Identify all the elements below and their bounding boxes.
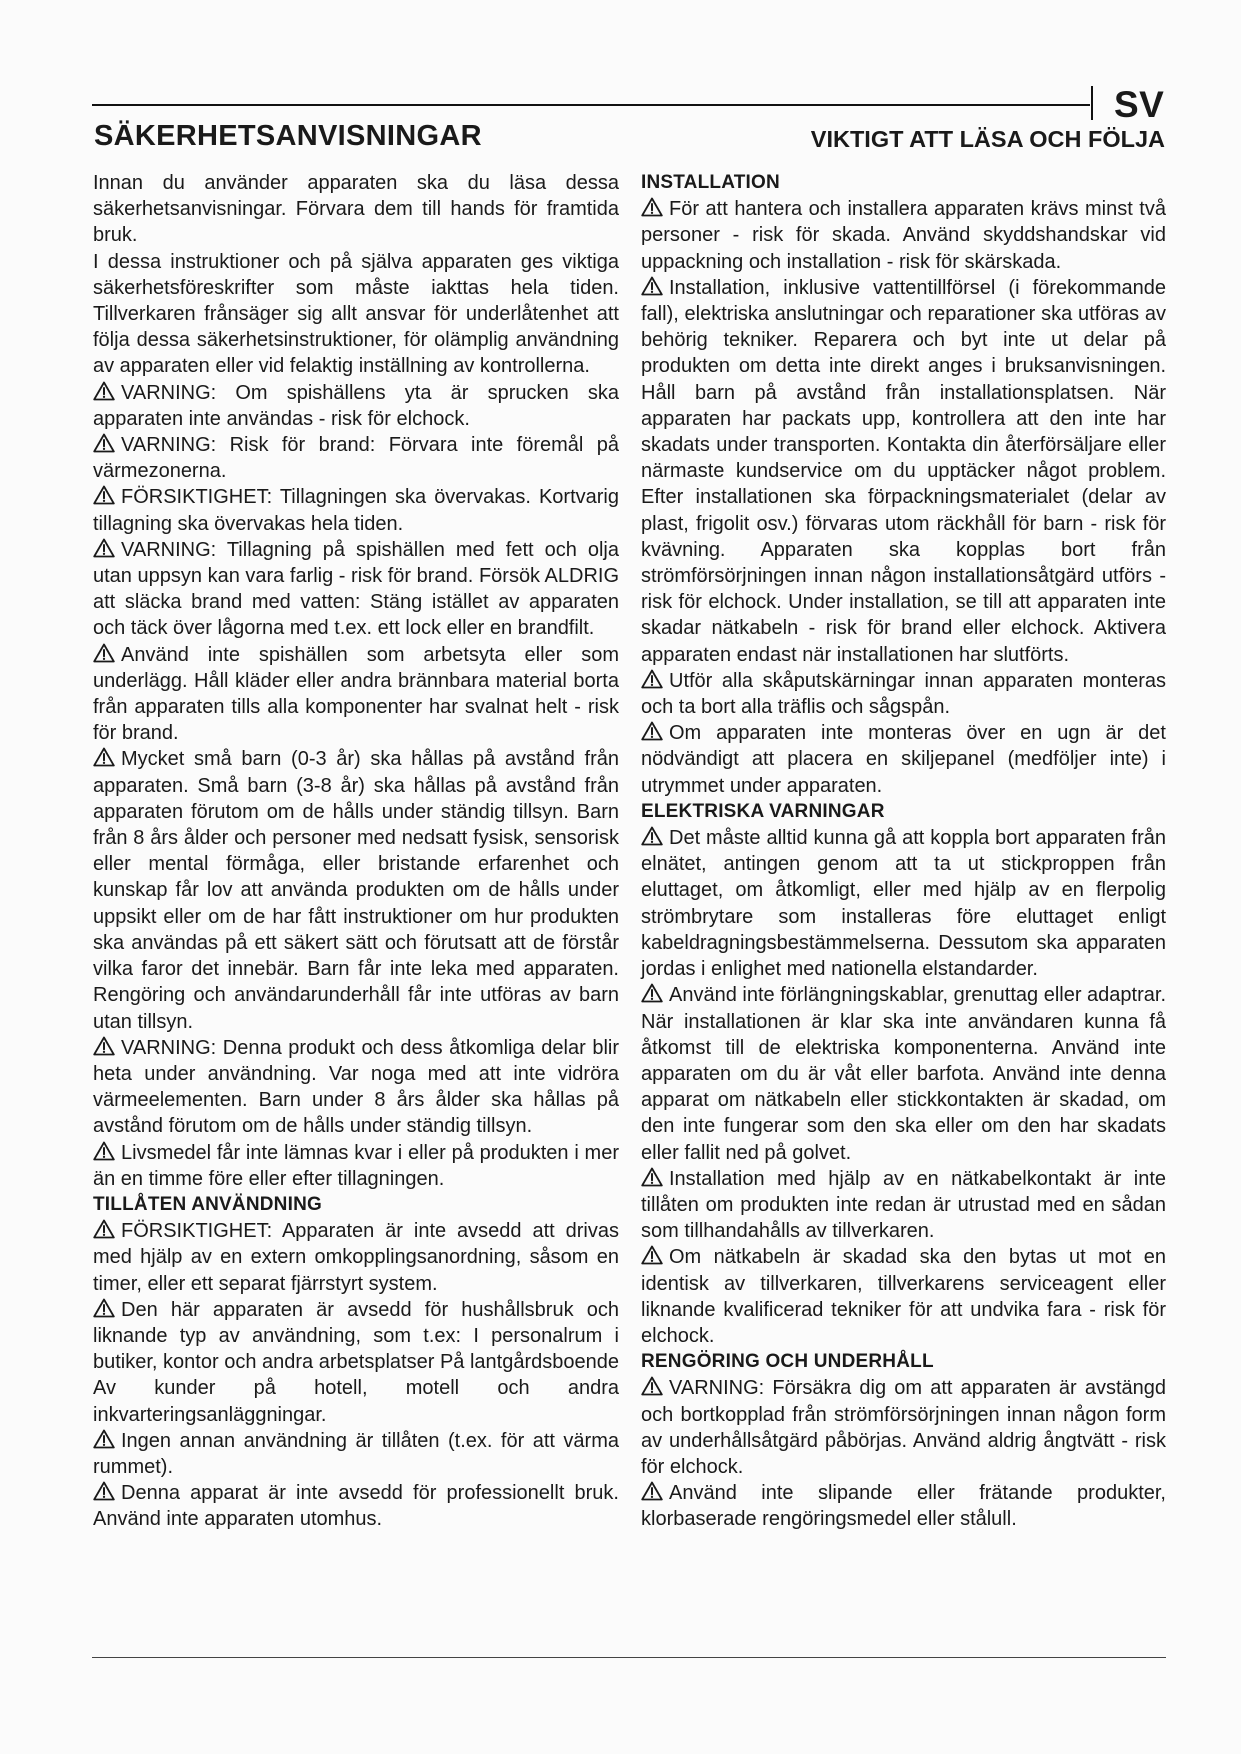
- paragraph-text: Installation med hjälp av en nätkabelkontakt är inte tillåten om produkten inte redan är utrustad med en sådan som tillhandahålls av tillverkaren.: [641, 1167, 1166, 1243]
- warning-triangle-icon: [93, 1481, 115, 1501]
- right-column: [641, 170, 1166, 1533]
- warning-triangle-icon: [641, 669, 663, 689]
- warning-triangle-icon: [93, 433, 115, 453]
- paragraph-text: Använd inte spishällen som arbetsyta eller som underlägg. Håll kläder eller andra brännbara material borta från apparaten tills alla komponenter har svalnat helt - risk för brand.: [93, 643, 619, 745]
- paragraph-text: Den här apparaten är avsedd för hushållsbruk och liknande typ av användning, som t.ex: I personalrum i butiker, kontor och andra arbetsplatser På lantgårdsboende Av kunder på hotell, motell och andra inkvarteringsanläggningar.: [93, 1298, 619, 1426]
- paragraph-text: FÖRSIKTIGHET: Apparaten är inte avsedd att drivas med hjälp av en extern omkopplingsanordning, såsom en timer, eller ett separat fjärrstyrt system.: [93, 1220, 619, 1295]
- warning-triangle-icon: [93, 538, 115, 558]
- section-heading: [93, 1192, 619, 1218]
- warning-paragraph: [93, 1218, 619, 1297]
- warning-paragraph: [93, 1480, 619, 1532]
- paragraph: [93, 170, 619, 249]
- bottom-rule: [92, 1657, 1166, 1658]
- warning-paragraph: [93, 642, 619, 747]
- warning-paragraph: [93, 537, 619, 642]
- paragraph-text: För att hantera och installera apparaten krävs minst två personer - risk för skada. Använd skyddshandskar vid uppackning och installation - risk för skärskada.: [641, 198, 1166, 273]
- warning-paragraph: [93, 1428, 619, 1480]
- section-heading-text: INSTALLATION: [641, 172, 780, 193]
- paragraph-text: Installation, inklusive vattentillförsel (i förekommande fall), elektriska anslutningar och reparationer ska utföras av behörig tekniker. Reparera och byt inte ut delar på produkten om detta inte direkt anges i bruksanvisningen. Håll barn på avstånd från installationsplatsen. När apparaten har packats upp, kontrollera att den inte har skadats under transporten. Kontakta din återförsäljare eller närmaste kundservice om du upptäcker något problem. Efter installationen ska förpackningsmaterialet (delar av plast, frigolit osv.) förvaras utom räckhåll för barn - risk för kvävning. Apparaten ska kopplas bort från strömförsörjningen innan någon installationsåtgärd utförs - risk för elchock. Under installation, se till att apparaten inte skadar nätkabeln - risk för brand eller elchock. Aktivera apparaten endast när installationen har slutförts.: [641, 276, 1166, 666]
- paragraph-text: VARNING: Tillagning på spishällen med fett och olja utan uppsyn kan vara farlig - risk för brand. Försök ALDRIG att släcka brand med vatten: Stäng istället av apparaten och täck över lågorna med t.ex. ett lock eller en brandfilt.: [93, 538, 619, 640]
- warning-triangle-icon: [641, 276, 663, 296]
- warning-triangle-icon: [641, 1167, 663, 1187]
- warning-paragraph: [93, 484, 619, 536]
- page-title: SÄKERHETSANVISNINGAR: [94, 120, 482, 152]
- warning-paragraph: [641, 825, 1166, 982]
- warning-triangle-icon: [641, 1481, 663, 1501]
- paragraph-text: VARNING: Risk för brand: Förvara inte föremål på värmezonerna.: [93, 434, 619, 483]
- warning-triangle-icon: [641, 983, 663, 1003]
- paragraph-text: VARNING: Om spishällens yta är sprucken ska apparaten inte användas - risk för elchock.: [93, 381, 619, 430]
- top-rule: [92, 104, 1090, 106]
- warning-triangle-icon: [93, 1429, 115, 1449]
- warning-paragraph: [93, 432, 619, 484]
- warning-paragraph: [641, 720, 1166, 799]
- section-heading-text: RENGÖRING OCH UNDERHÅLL: [641, 1351, 934, 1373]
- page-subtitle: VIKTIGT ATT LÄSA OCH FÖLJA: [810, 126, 1165, 152]
- paragraph-text: Mycket små barn (0-3 år) ska hållas på avstånd från apparaten. Små barn (3-8 år) ska hållas på avstånd från apparaten förutom om de hålls under ständig tillsyn. Barn från 8 års ålder och personer med nedsatt fysisk, sensorisk eller mental förmåga, eller bristande erfarenhet och kunskap får lov att använda produkten om de hålls under uppsikt eller om de har fått instruktioner om hur produkten ska användas på ett säkert sätt och förutsatt att de förstår vilka faror det innebär. Barn får inte leka med apparaten. Rengöring och användarunderhåll får inte utföras av barn utan tillsyn.: [93, 748, 619, 1033]
- warning-triangle-icon: [641, 721, 663, 741]
- warning-paragraph: [641, 275, 1166, 668]
- warning-triangle-icon: [93, 485, 115, 505]
- warning-triangle-icon: [93, 381, 115, 401]
- paragraph-text: FÖRSIKTIGHET: Tillagningen ska övervakas. Kortvarig tillagning ska övervakas hela tiden.: [93, 486, 619, 535]
- warning-paragraph: [93, 746, 619, 1034]
- section-heading: [641, 799, 1166, 825]
- warning-paragraph: [641, 1480, 1166, 1532]
- warning-paragraph: [641, 1166, 1166, 1245]
- section-heading-text: TILLÅTEN ANVÄNDNING: [93, 1193, 322, 1215]
- warning-paragraph: [93, 1297, 619, 1428]
- section-heading: [641, 1349, 1166, 1375]
- warning-paragraph: [641, 196, 1166, 275]
- warning-paragraph: [93, 1035, 619, 1140]
- warning-triangle-icon: [641, 1245, 663, 1265]
- paragraph: [93, 249, 619, 380]
- warning-triangle-icon: [641, 197, 663, 217]
- paragraph-text: Om apparaten inte monteras över en ugn är det nödvändigt att placera en skiljepanel (medföljer inte) i utrymmet under apparaten.: [641, 722, 1166, 797]
- paragraph-text: Ingen annan användning är tillåten (t.ex. för att värma rummet).: [93, 1429, 619, 1478]
- paragraph-text: Använd inte förlängningskablar, grenuttag eller adaptrar. När installationen är klar ska inte användaren kunna få åtkomst till de elektriska komponenterna. Använd inte apparaten om du är våt eller barfota. Använd inte denna apparat om nätkabeln eller stickkontakten är skadad, om den inte fungerar som den ska eller om den har skadats eller fallit ned på golvet.: [641, 984, 1167, 1164]
- paragraph-text: Innan du använder apparaten ska du läsa dessa säkerhetsanvisningar. Förvara dem till hands för framtida bruk.: [93, 172, 619, 247]
- left-column: [93, 170, 619, 1533]
- warning-triangle-icon: [641, 826, 663, 846]
- warning-paragraph: [641, 1244, 1166, 1349]
- warning-paragraph: [641, 1375, 1166, 1480]
- paragraph-text: Om nätkabeln är skadad ska den bytas ut mot en identisk av tillverkaren, tillverkarens serviceagent eller liknande kvalificerad tekniker för att undvika fara - risk för elchock.: [641, 1246, 1166, 1347]
- warning-paragraph: [641, 668, 1166, 720]
- warning-triangle-icon: [93, 1141, 115, 1161]
- warning-paragraph: [93, 1140, 619, 1192]
- section-heading-text: ELEKTRISKA VARNINGAR: [641, 800, 885, 822]
- language-divider: [1091, 86, 1093, 120]
- warning-triangle-icon: [93, 643, 115, 663]
- warning-triangle-icon: [93, 747, 115, 767]
- paragraph-text: Använd inte slipande eller frätande produkter, klorbaserade rengöringsmedel eller stålull.: [641, 1482, 1166, 1531]
- paragraph-text: Utför alla skåputskärningar innan apparaten monteras och ta bort alla träflis och sågspån.: [641, 669, 1166, 719]
- paragraph-text: I dessa instruktioner och på själva apparaten ges viktiga säkerhetsföreskrifter som måste iakttas hela tiden. Tillverkaren frånsäger sig allt ansvar för underlåtenhet att följa dessa säkerhetsinstruktioner, för olämplig användning av apparaten eller vid felaktig inställning av kontrollerna.: [93, 250, 619, 378]
- warning-triangle-icon: [93, 1219, 115, 1239]
- warning-paragraph: [641, 982, 1166, 1165]
- warning-paragraph: [93, 380, 619, 432]
- paragraph-text: VARNING: Denna produkt och dess åtkomliga delar blir heta under användning. Var noga med att inte vidröra värmeelementen. Barn under 8 års ålder ska hållas på avstånd förutom om de hålls under ständig tillsyn.: [93, 1036, 619, 1138]
- paragraph-text: Denna apparat är inte avsedd för professionellt bruk. Använd inte apparaten utomhus.: [93, 1482, 619, 1531]
- paragraph-text: Livsmedel får inte lämnas kvar i eller på produkten i mer än en timme före eller efter tillagningen.: [93, 1141, 619, 1190]
- paragraph-text: VARNING: Försäkra dig om att apparaten är avstängd och bortkopplad från strömförsörjningen innan någon form av underhållsåtgärd påbörjas. Använd aldrig ångtvätt - risk för elchock.: [641, 1377, 1166, 1478]
- language-code: SV: [1114, 84, 1165, 125]
- section-heading: [641, 170, 1166, 196]
- warning-triangle-icon: [93, 1298, 115, 1318]
- warning-triangle-icon: [641, 1376, 663, 1396]
- warning-triangle-icon: [93, 1036, 115, 1056]
- paragraph-text: Det måste alltid kunna gå att koppla bort apparaten från elnätet, antingen genom att ta ut stickproppen från eluttaget, om åtkomligt, eller med hjälp av en flerpolig strömbrytare som installeras före eluttaget enligt kabeldragningsbestämmelserna. Dessutom ska apparaten jordas i enlighet med nationella elstandarder.: [641, 827, 1166, 981]
